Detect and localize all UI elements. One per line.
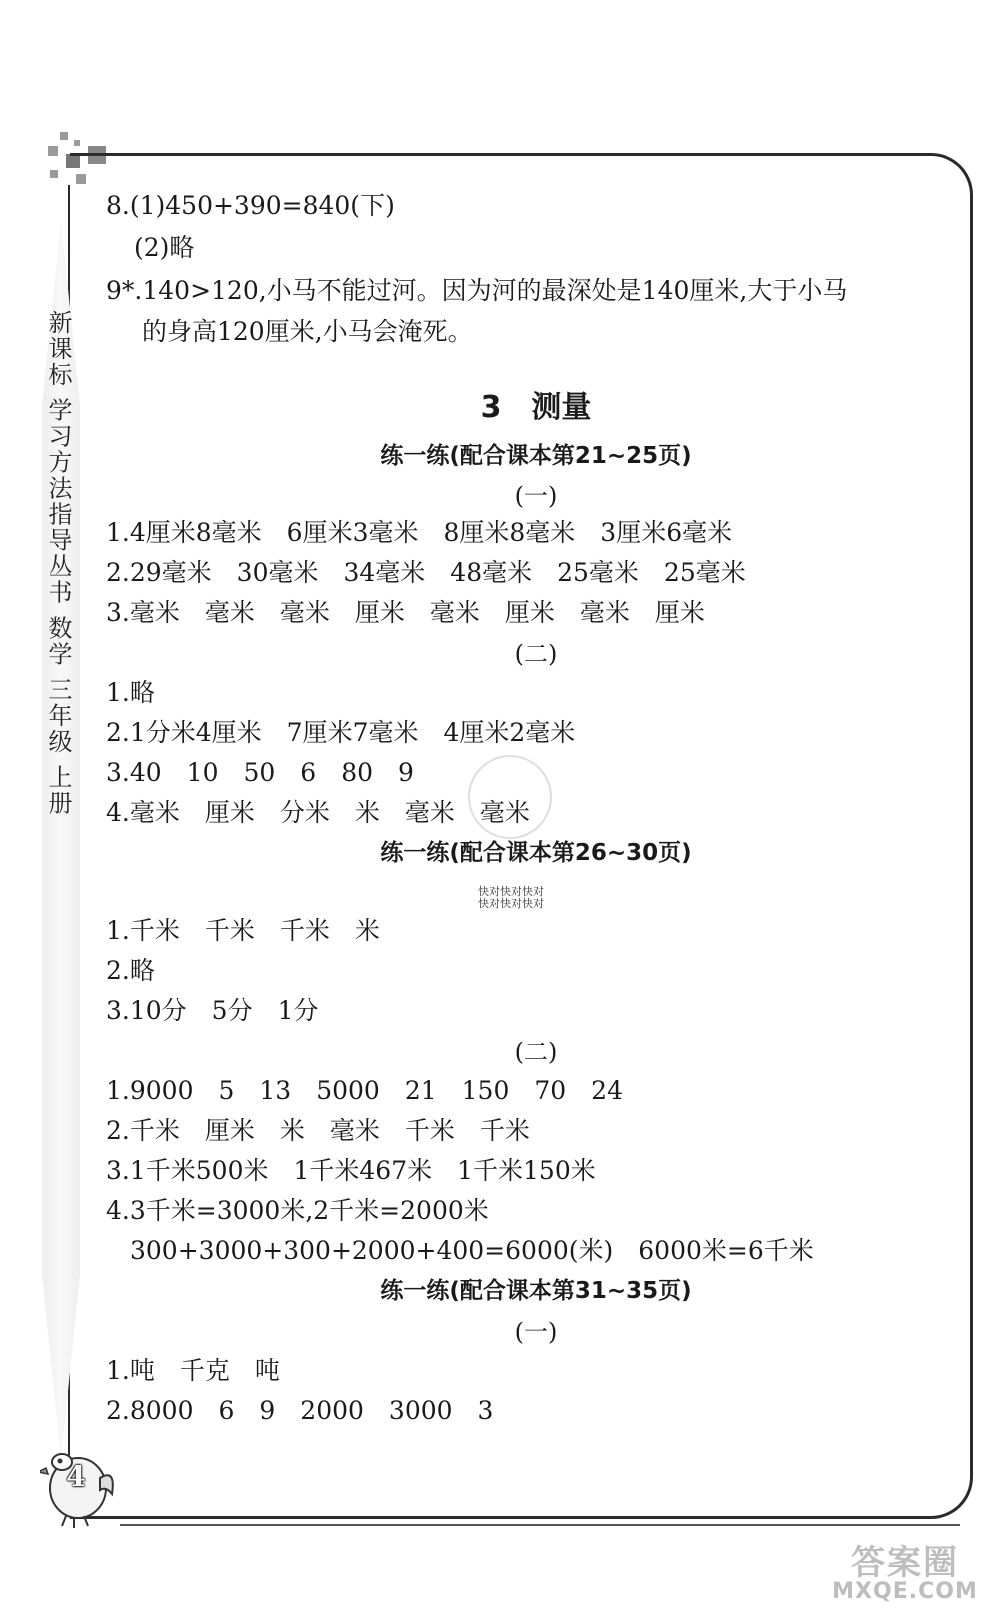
part-label: (一) — [514, 1318, 558, 1346]
page-bottom-rule — [120, 1524, 960, 1526]
watermark-label-line: 快对快对快对 — [478, 885, 544, 898]
sidebar — [36, 220, 86, 1460]
site-logo — [820, 1545, 990, 1605]
answer-line: 9*.140>120,小马不能过河。因为河的最深处是140厘米,大于小马 — [106, 276, 848, 305]
answer-line: 2.8000 6 9 2000 3000 3 — [106, 1396, 494, 1425]
practice-heading: 练一练(配合课本第31~35页) — [380, 1278, 692, 1304]
section-title: 3 测量 — [480, 390, 592, 425]
answer-line: 1.千米 千米 千米 米 — [106, 916, 380, 945]
answer-line: (2)略 — [134, 233, 195, 262]
answer-line: 4.毫米 厘米 分米 米 毫米 毫米 — [106, 798, 530, 827]
answer-line: 300+3000+300+2000+400=6000(米) 6000米=6千米 — [130, 1236, 814, 1265]
answer-line: 2.千米 厘米 米 毫米 千米 千米 — [106, 1116, 530, 1145]
practice-heading: 练一练(配合课本第21~25页) — [380, 443, 692, 469]
answer-line: 3.10分 5分 1分 — [106, 996, 319, 1025]
watermark-label — [478, 886, 544, 910]
answer-line: 3.毫米 毫米 毫米 厘米 毫米 厘米 毫米 厘米 — [106, 598, 705, 627]
answer-line: 4.3千米=3000米,2千米=2000米 — [106, 1196, 489, 1225]
site-logo-text: 答案圈 — [851, 1543, 959, 1583]
answer-line: 2.29毫米 30毫米 34毫米 48毫米 25毫米 25毫米 — [106, 558, 746, 587]
answer-line: 1.4厘米8毫米 6厘米3毫米 8厘米8毫米 3厘米6毫米 — [106, 518, 733, 547]
part-label: (二) — [514, 1038, 558, 1066]
answer-line: 1.9000 5 13 5000 21 150 70 24 — [106, 1076, 623, 1105]
page-number: 4 — [66, 1460, 86, 1493]
answer-line: 2.1分米4厘米 7厘米7毫米 4厘米2毫米 — [106, 718, 576, 747]
site-logo-url: MXQE.COM — [832, 1579, 978, 1604]
watermark-stamp — [468, 755, 552, 839]
answer-line: 3.1千米500米 1千米467米 1千米150米 — [106, 1156, 596, 1185]
answer-line: 的身高120厘米,小马会淹死。 — [142, 317, 473, 346]
answer-line: 8.(1)450+390=840(下) — [106, 191, 395, 220]
part-label: (一) — [514, 482, 558, 510]
watermark-label-line: 快对快对快对 — [478, 897, 544, 910]
part-label: (二) — [514, 640, 558, 668]
practice-heading: 练一练(配合课本第26~30页) — [380, 840, 692, 866]
series-title: 新课标 学习方法指导丛书 数学 三年级 上册 — [44, 310, 72, 817]
answer-line: 1.吨 千克 吨 — [106, 1356, 280, 1385]
answer-line: 3.40 10 50 6 80 9 — [106, 758, 414, 787]
answer-line: 1.略 — [106, 678, 155, 707]
answer-line: 2.略 — [106, 956, 155, 985]
